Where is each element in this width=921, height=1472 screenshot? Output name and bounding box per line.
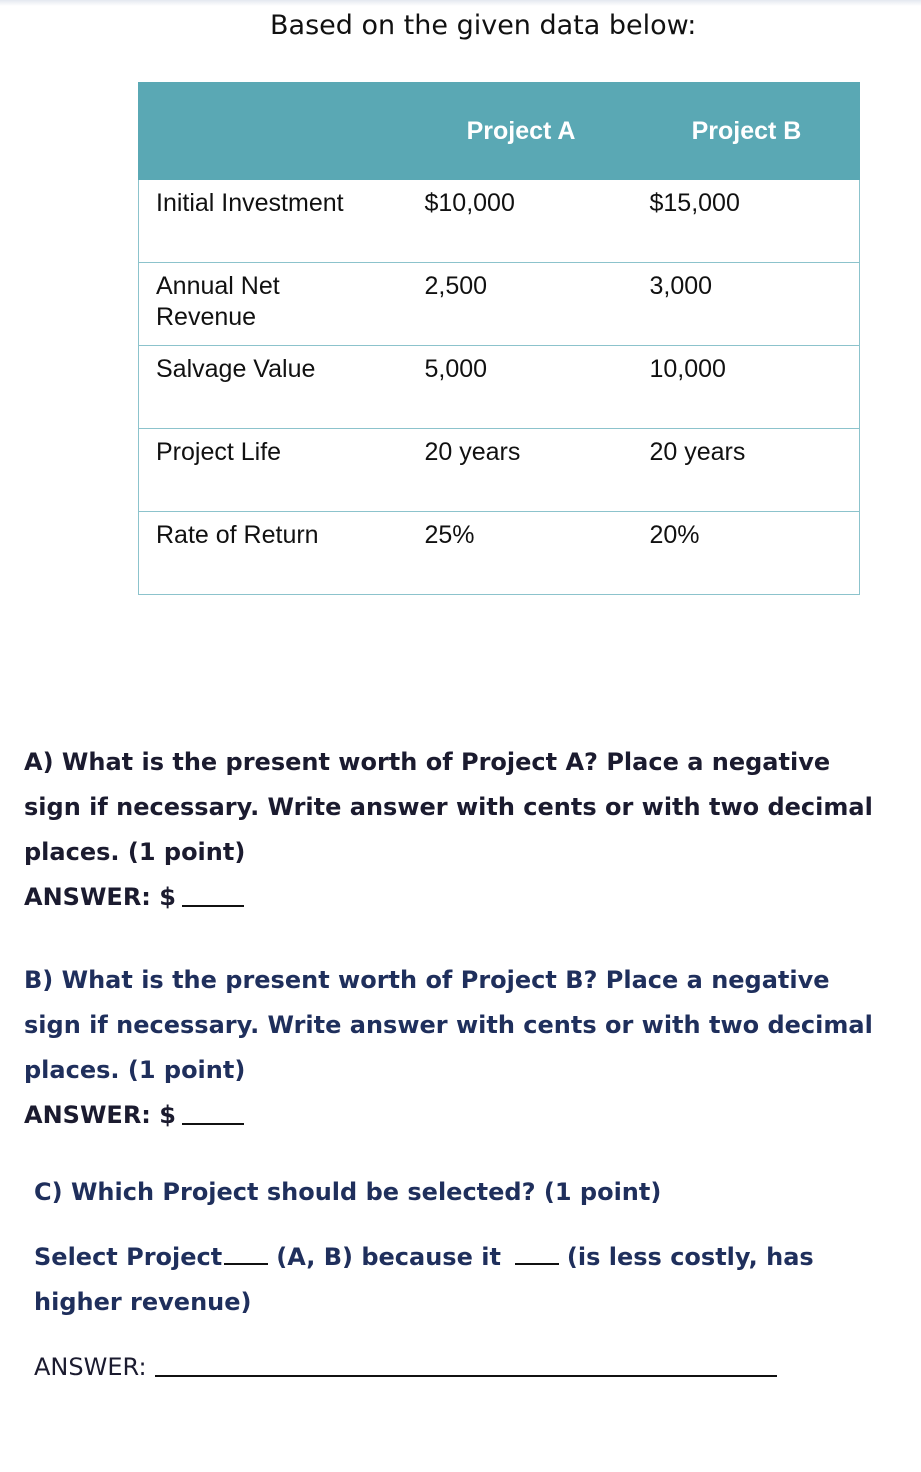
project-b-value: $15,000	[634, 180, 860, 263]
project-a-value: 20 years	[409, 429, 634, 512]
row-label: Rate of Return	[139, 512, 409, 595]
table-row	[139, 180, 860, 263]
project-b-value: 10,000	[634, 346, 860, 429]
table-row	[139, 346, 860, 429]
project-data-table	[138, 82, 860, 595]
header-project-a: Project A	[409, 83, 634, 180]
row-label: Initial Investment	[139, 180, 409, 263]
table-row	[139, 512, 860, 595]
reason-choice-blank[interactable]	[515, 1263, 559, 1265]
question-a-text: A) What is the present worth of Project A? Place a negative sign if necessary. Write answer with cents or with two decimal places. (1 point)	[24, 748, 873, 866]
answer-b-blank[interactable]	[182, 1123, 244, 1125]
select-prefix: Select Project	[34, 1243, 223, 1271]
project-b-value: 20%	[634, 512, 860, 595]
header-empty	[139, 83, 409, 180]
table-row	[139, 263, 860, 346]
select-mid: (A, B) because it	[276, 1243, 501, 1271]
question-b-answer-label: ANSWER: $	[24, 1101, 176, 1129]
answer-c-blank[interactable]	[155, 1375, 777, 1377]
answer-a-blank[interactable]	[182, 905, 244, 907]
table-row	[139, 429, 860, 512]
project-a-value: 25%	[409, 512, 634, 595]
project-a-value: 5,000	[409, 346, 634, 429]
question-b-answer-line	[24, 1093, 884, 1138]
table-header-row	[139, 83, 860, 180]
project-choice-blank[interactable]	[224, 1263, 268, 1265]
question-c-answer-line	[34, 1345, 884, 1390]
question-a-answer-line	[24, 875, 884, 920]
project-b-value: 3,000	[634, 263, 860, 346]
question-c-select-line	[34, 1235, 884, 1325]
header-project-b: Project B	[634, 83, 860, 180]
top-shadow-bar	[0, 0, 921, 6]
project-b-value: 20 years	[634, 429, 860, 512]
project-a-value: $10,000	[409, 180, 634, 263]
project-a-value: 2,500	[409, 263, 634, 346]
question-c-answer-label: ANSWER:	[34, 1353, 147, 1381]
row-label: Salvage Value	[139, 346, 409, 429]
select-suffix: (is less costly, has higher revenue)	[34, 1243, 814, 1316]
row-label: Annual Net Revenue	[139, 263, 409, 346]
question-b	[24, 958, 884, 1138]
question-b-text: B) What is the present worth of Project B? Place a negative sign if necessary. Write answer with cents or with two decimal places. (1 point)	[24, 966, 873, 1084]
question-a	[24, 740, 884, 920]
row-label: Project Life	[139, 429, 409, 512]
page-heading: Based on the given data below:	[270, 10, 697, 41]
question-c	[34, 1170, 884, 1390]
question-a-answer-label: ANSWER: $	[24, 883, 176, 911]
question-c-text: C) Which Project should be selected? (1 point)	[34, 1178, 662, 1206]
